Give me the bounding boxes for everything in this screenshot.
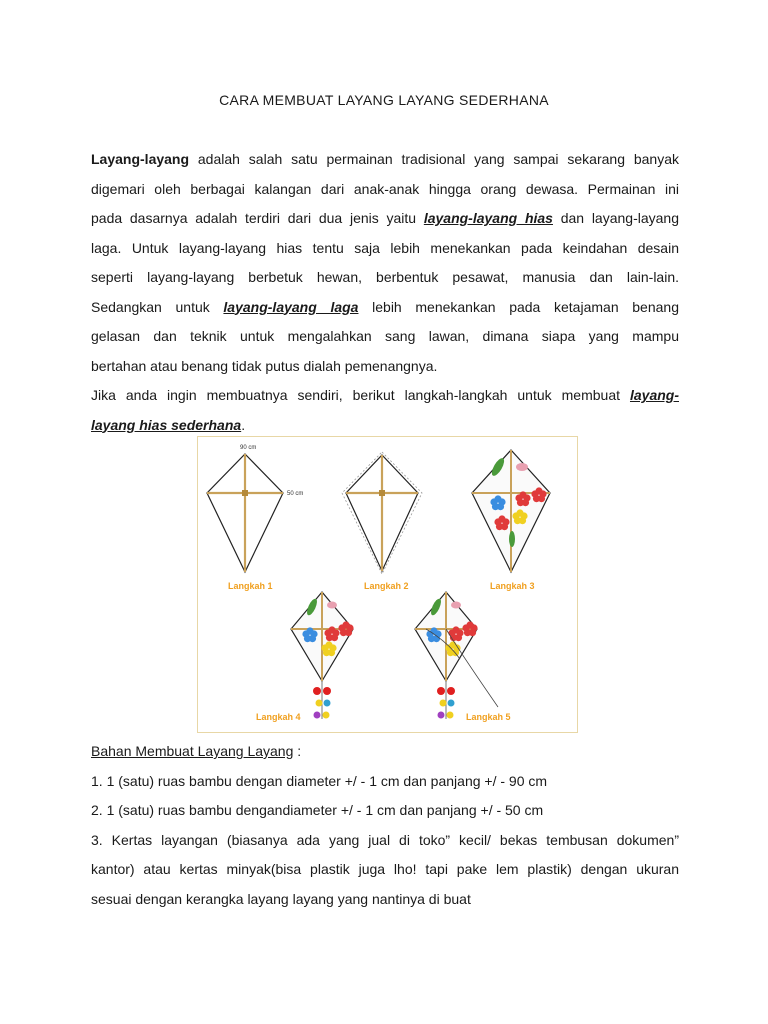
step-5-label: Langkah 5	[466, 712, 511, 722]
intro-line-5: seperti layang-layang berbetuk hewan, berbentuk pesawat, manusia dan lain-lain.	[91, 269, 679, 285]
materials-item-3-line-3: sesuai dengan kerangka layang layang yang nantinya di buat	[91, 890, 471, 907]
kite-step-4	[256, 592, 354, 722]
materials-item-3-line-1: 3. Kertas layangan (biasanya ada yang jual di toko” kecil/ bekas tembusan dokumen”	[91, 831, 679, 848]
kite-step-5	[415, 592, 511, 722]
intro-line-4: laga. Untuk layang-layang hias tentu saja lebih menekankan pada keindahan desain	[91, 239, 679, 256]
step-2-label: Langkah 2	[364, 581, 409, 591]
intro-line-6: Sedangkan untuk layang-layang laga lebih menekankan pada ketajaman benang	[91, 298, 679, 315]
keyword-layang-laga: layang-layang laga	[223, 298, 359, 315]
kite-steps-illustration	[198, 437, 577, 732]
step-4-label: Langkah 4	[256, 712, 301, 722]
intro-paragraph	[91, 145, 679, 440]
keyword-layang-hias-sederhana-2: layang hias sederhana	[91, 416, 242, 433]
materials-item-1: 1. 1 (satu) ruas bambu dengan diameter +/ - 1 cm dan panjang +/ - 90 cm	[91, 772, 548, 789]
intro-line-3: pada dasarnya adalah terdiri dari dua jenis yaitu layang-layang hias dan layang-layang	[91, 210, 679, 226]
kite-step-1	[207, 445, 303, 591]
intro-line-9: Jika anda ingin membuatnya sendiri, berikut langkah-langkah untuk membuat layang-	[91, 387, 679, 403]
materials-item-2: 2. 1 (satu) ruas bambu dengandiameter +/ - 1 cm dan panjang +/ - 50 cm	[91, 802, 544, 818]
intro-line-8: bertahan atau benang tidak putus dialah pemenangnya.	[91, 357, 438, 374]
materials-heading: Bahan Membuat Layang Layang :	[91, 743, 302, 759]
keyword-layang-layang: Layang-layang	[91, 151, 190, 167]
intro-line-2: digemari oleh berbagai kalangan dari anak-anak hingga orang dewasa. Permainan ini	[91, 180, 679, 197]
keyword-layang-hias-sederhana-1: layang-	[629, 387, 679, 403]
kite-step-2	[342, 452, 422, 591]
materials-item-3-line-2: kantor) atau kertas minyak(bisa plastik juga lho! tapi pake lem plastik) dengan ukuran	[91, 861, 679, 877]
dimension-top-label: 90 cm	[240, 445, 257, 451]
intro-line-1: Layang-layang adalah salah satu permainan tradisional yang sampai sekarang banyak	[91, 151, 679, 167]
intro-line-7: gelasan dan teknik untuk mengalahkan sang lawan, dimana siapa yang mampu	[91, 328, 679, 344]
materials-section	[91, 737, 679, 914]
intro-line-10: layang hias sederhana.	[91, 416, 246, 433]
page-title: CARA MEMBUAT LAYANG LAYANG SEDERHANA	[219, 92, 549, 108]
kite-steps-figure	[197, 436, 578, 733]
kite-step-3	[472, 450, 550, 591]
step-3-label: Langkah 3	[490, 581, 535, 591]
dimension-side-label: 50 cm	[287, 491, 304, 497]
step-1-label: Langkah 1	[228, 581, 273, 591]
keyword-layang-hias: layang-layang hias	[423, 210, 553, 226]
